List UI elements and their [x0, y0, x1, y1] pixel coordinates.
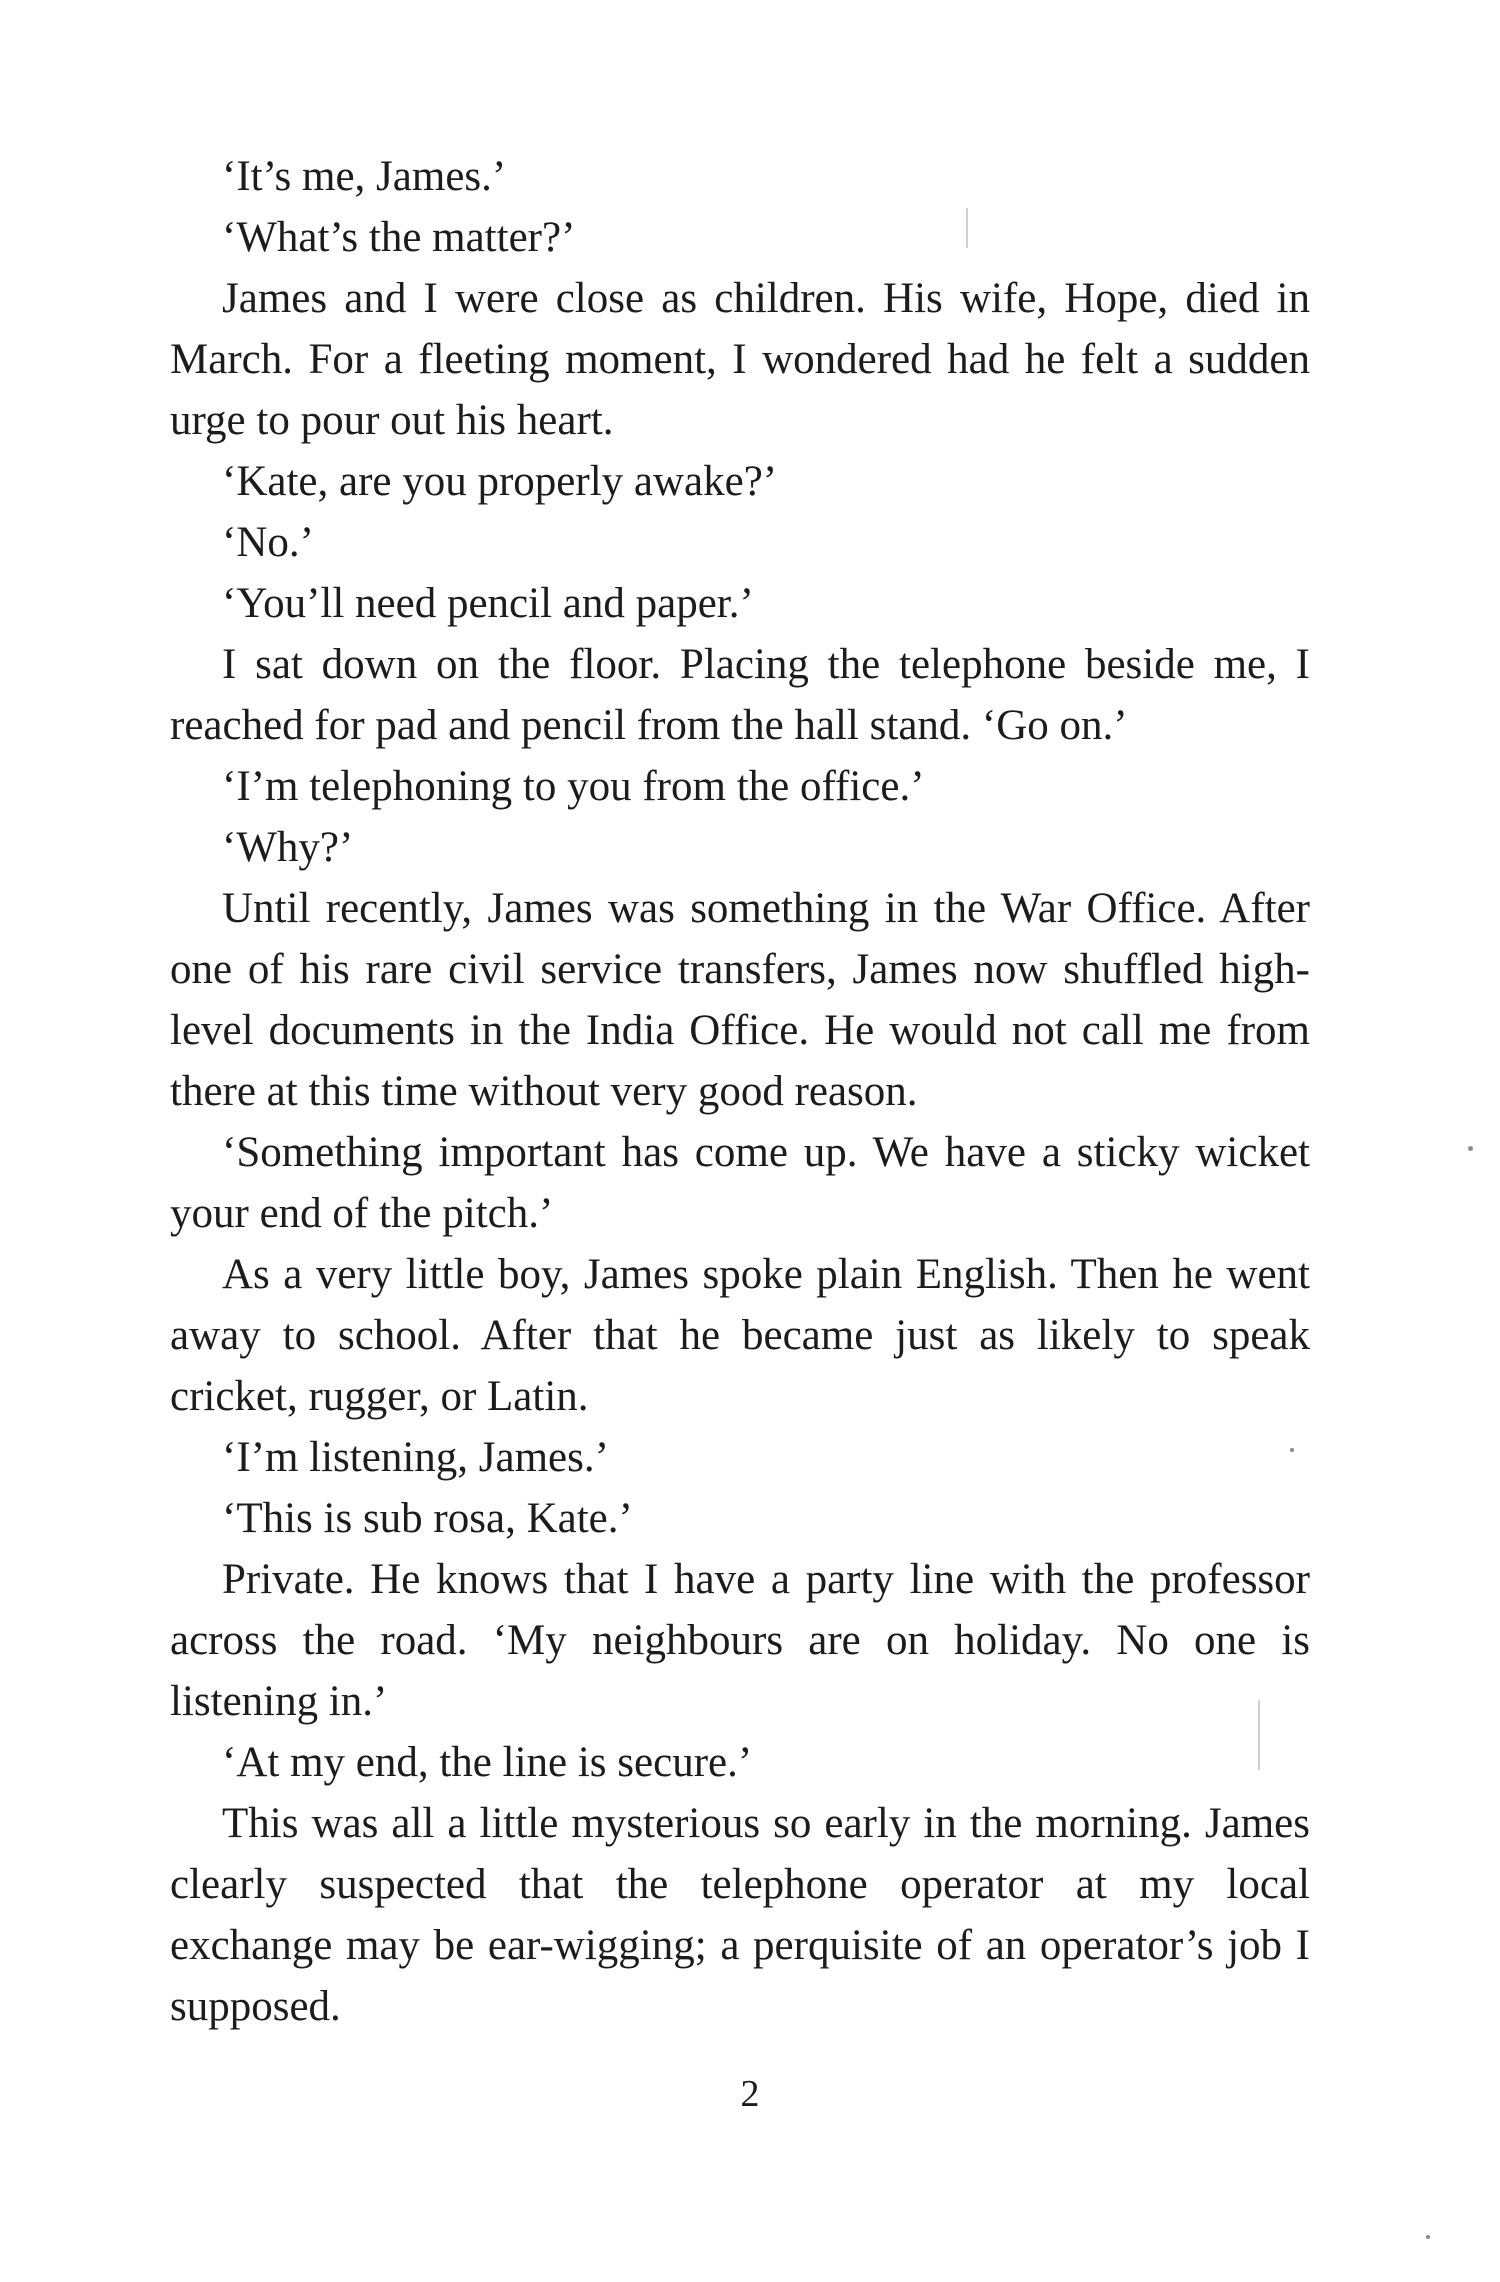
paragraph: ‘This is sub rosa, Kate.’: [222, 1495, 633, 1542]
paragraph: ‘Something important has come up. We have a sticky wicket your end of the pitch.’: [170, 1129, 1310, 1237]
paragraph: James and I were close as children. His wife, Hope, died in March. For a fleeting moment, I wondered had he felt a sudden urge to pour out his heart.: [170, 275, 1310, 444]
paragraph: ‘Kate, are you properly awake?’: [222, 458, 778, 505]
scan-speck: [1290, 1448, 1294, 1452]
body-text: [170, 146, 1310, 2037]
paragraph: ‘No.’: [222, 519, 314, 566]
scan-mark: [1258, 1700, 1260, 1770]
scan-speck: [1426, 2235, 1430, 2239]
paragraph: ‘I’m listening, James.’: [222, 1434, 609, 1481]
scan-mark: [966, 208, 968, 248]
paragraph: I sat down on the floor. Placing the telephone beside me, I reached for pad and pencil from the hall stand. ‘Go on.’: [170, 641, 1310, 749]
scan-speck: [1468, 1146, 1473, 1151]
paragraph: Until recently, James was something in the War Office. After one of his rare civil service transfers, James now shuffled high-level documents in the India Office. He would not call me from there at this time without very good reason.: [170, 885, 1310, 1115]
paragraph: This was all a little mysterious so early in the morning. James clearly suspected that the telephone operator at my local exchange may be ear-wigging; a perquisite of an operator’s job I supposed.: [170, 1800, 1310, 2030]
paragraph: ‘It’s me, James.’: [222, 153, 507, 200]
page-number: 2: [740, 2073, 760, 2115]
paragraph: Private. He knows that I have a party line with the professor across the road. ‘My neighbours are on holiday. No one is listening in.’: [170, 1556, 1310, 1725]
paragraph: ‘Why?’: [222, 824, 354, 871]
paragraph: As a very little boy, James spoke plain English. Then he went away to school. After that he became just as likely to speak cricket, rugger, or Latin.: [170, 1251, 1310, 1420]
paragraph: ‘At my end, the line is secure.’: [222, 1739, 753, 1786]
paragraph: ‘What’s the matter?’: [222, 214, 576, 261]
paragraph: ‘You’ll need pencil and paper.’: [222, 580, 754, 627]
paragraph: ‘I’m telephoning to you from the office.’: [222, 763, 925, 810]
